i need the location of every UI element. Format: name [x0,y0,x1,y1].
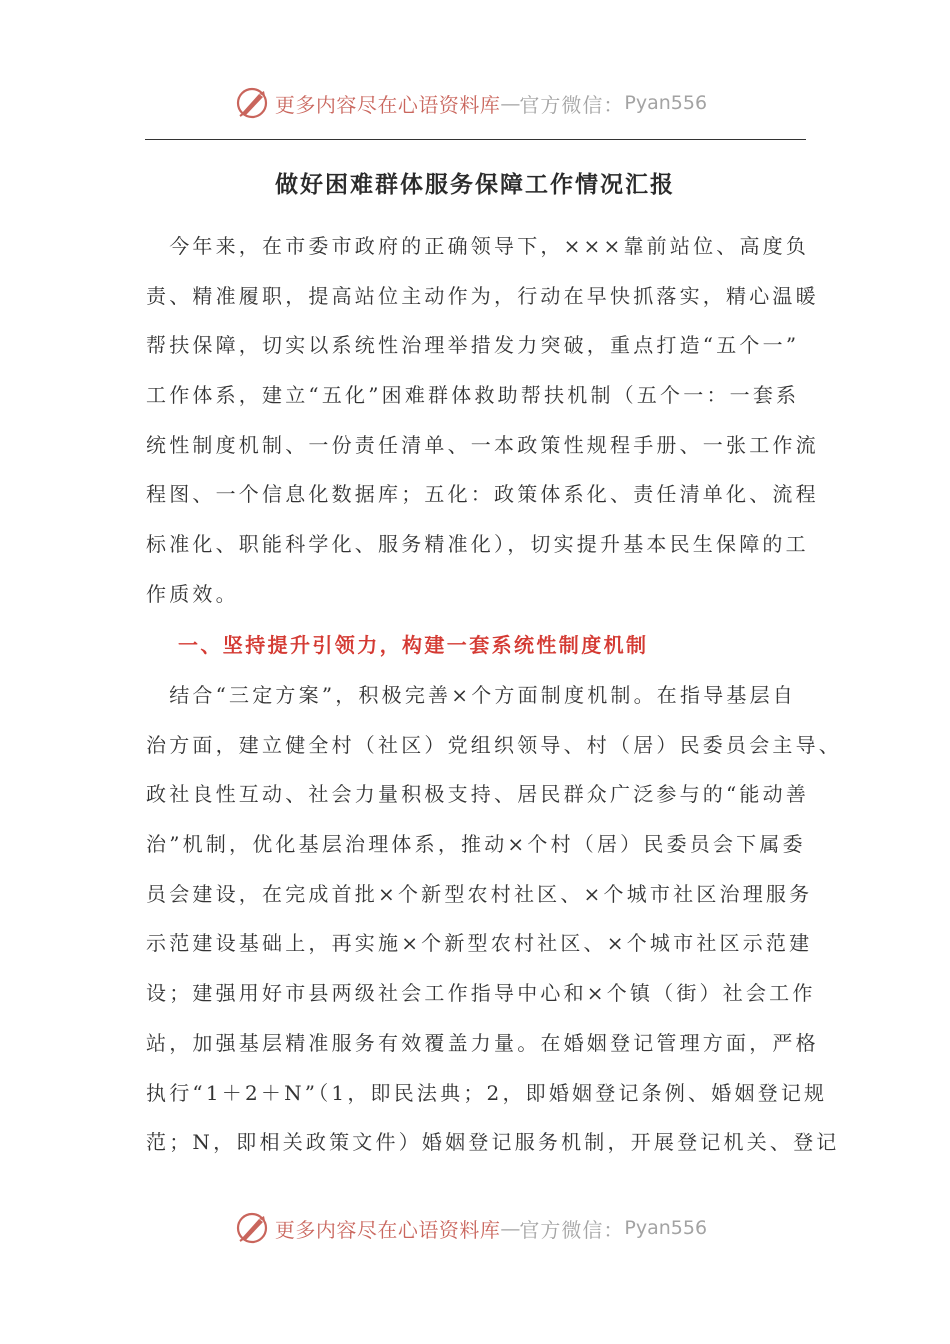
wechat-id: Pyan556 [624,1217,708,1239]
text-line: 治方面，建立健全村（社区）党组织领导、村（居）民委员会主导、 [146,732,842,757]
text-line: 执行“1＋2＋N”（1，即民法典；2，即婚姻登记条例、婚姻登记规 [146,1080,828,1105]
wechat-label: 官方微信： [519,1217,625,1242]
brand-text: 更多内容尽在心语资料库 [274,92,501,117]
header-banner [0,78,950,128]
document-title: 做好困难群体服务保障工作情况汇报 [275,171,675,198]
text-line: 责、精准履职，提高站位主动作为，行动在早快抓落实，精心温暖 [146,283,819,308]
text-line: 员会建设，在完成首批×个新型农村社区、×个城市社区治理服务 [146,881,813,906]
text-line: 统性制度机制、一份责任清单、一本政策性规程手册、一张工作流 [146,432,819,457]
wechat-id: Pyan556 [624,92,708,114]
section-heading: 一、坚持提升引领力，构建一套系统性制度机制 [178,633,649,657]
intro-paragraph [146,222,819,620]
text-line: 范；N，即相关政策文件）婚姻登记服务机制，开展登记机关、登记 [146,1130,840,1155]
footer-banner [0,1203,950,1253]
pen-logo-icon [235,1211,269,1245]
text-line: 站，加强基层精准服务有效覆盖力量。在婚姻登记管理方面，严格 [146,1030,819,1055]
section1-paragraph [146,671,842,1168]
banner-separator: — [500,91,520,115]
text-line: 今年来，在市委市政府的正确领导下，×××靠前站位、高度负 [146,234,810,258]
wechat-label: 官方微信： [519,92,625,117]
text-line: 政社良性互动、社会力量积极支持、居民群众广泛参与的“能动善 [146,782,810,807]
text-line: 标准化、职能科学化、服务精准化），切实提升基本民生保障的工 [146,532,809,557]
text-line: 程图、一个信息化数据库；五化：政策体系化、责任清单化、流程 [146,482,819,507]
text-line: 治”机制，优化基层治理体系，推动×个村（居）民委员会下属委 [146,832,806,857]
brand-text: 更多内容尽在心语资料库 [274,1217,501,1242]
header-divider [145,139,806,140]
text-line: 示范建设基础上，再实施×个新型农村社区、×个城市社区示范建 [146,931,813,956]
pen-logo-icon [235,86,269,120]
text-line: 作质效。 [146,581,239,606]
text-line: 结合“三定方案”，积极完善×个方面制度机制。在指导基层自 [146,683,797,707]
banner-separator: — [500,1216,520,1240]
text-line: 工作体系，建立“五化”困难群体救助帮扶机制（五个一：一套系 [146,383,800,408]
text-line: 帮扶保障，切实以系统性治理举措发力突破，重点打造“五个一” [146,333,800,358]
text-line: 设；建强用好市县两级社会工作指导中心和×个镇（街）社会工作 [146,981,816,1006]
